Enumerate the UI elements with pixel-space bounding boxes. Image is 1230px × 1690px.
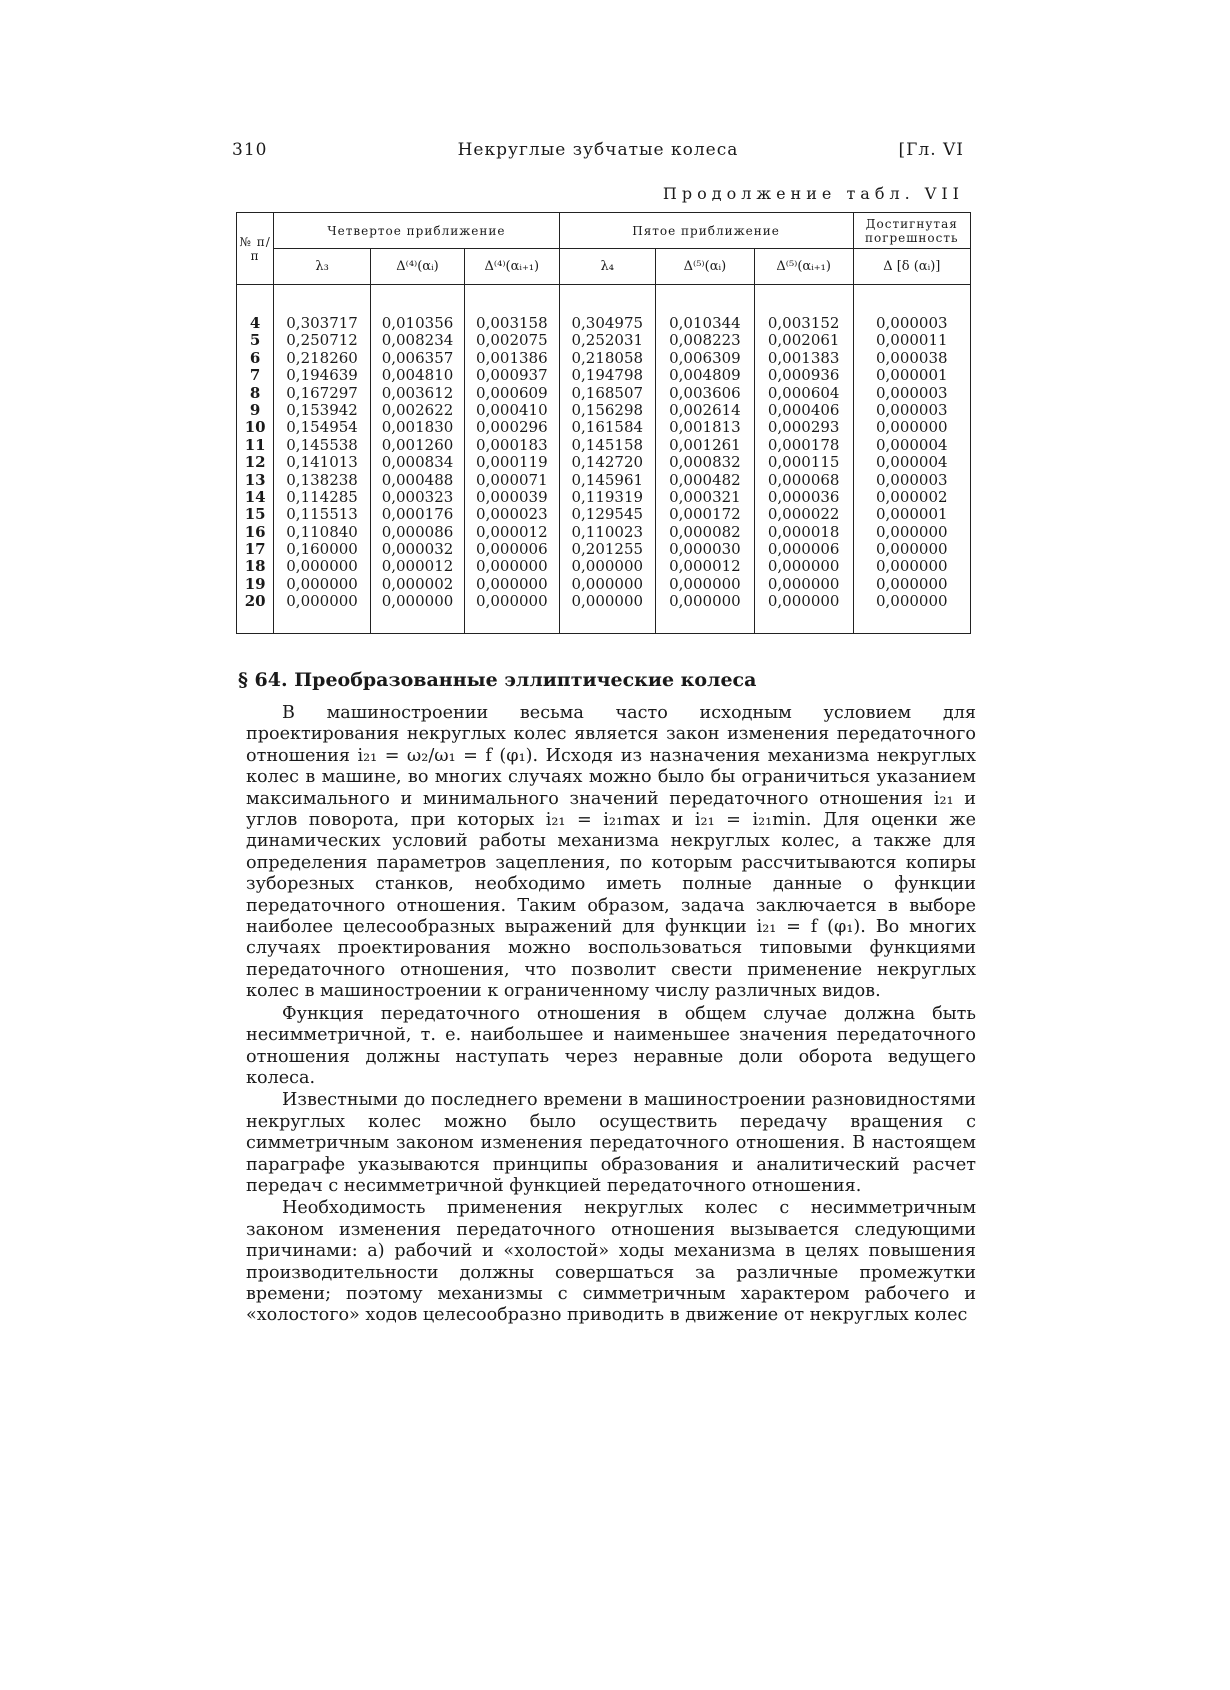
table-cell: 0,000832 — [669, 453, 741, 472]
page-number: 310 — [232, 140, 268, 160]
table-cell: 0,004809 — [669, 366, 741, 385]
table-cell: 20 — [244, 592, 266, 611]
table-cell: 0,006357 — [381, 348, 454, 367]
table-cell: 0,000023 — [476, 505, 548, 524]
column-d5-ai1 — [754, 285, 853, 634]
table-cell: 0,001813 — [669, 418, 741, 437]
column-d4-ai1 — [465, 285, 559, 634]
table-cell: 0,304975 — [571, 314, 644, 332]
table-cell: 0,145158 — [571, 435, 644, 454]
table-cell: 0,145961 — [571, 470, 644, 489]
table-cell: 0,000018 — [767, 522, 840, 541]
table-cell: 0,000000 — [875, 540, 948, 559]
table-cell: 11 — [244, 435, 266, 454]
table-cell: 0,000115 — [767, 453, 840, 472]
table-cell: 0,000004 — [875, 435, 948, 454]
table-cell: 0,000002 — [875, 487, 948, 506]
table-cell: 0,000000 — [571, 557, 644, 576]
table-cell: 0,001830 — [381, 418, 454, 437]
table-cell: 0,250712 — [286, 331, 358, 350]
table-cell: 0,000003 — [875, 470, 948, 489]
table-cell: 15 — [244, 505, 266, 524]
table-cell: 0,194798 — [571, 366, 644, 385]
table-cell: 0,000000 — [875, 592, 948, 611]
table-cell: 0,000003 — [875, 383, 948, 402]
table-cell: 0,138238 — [286, 470, 358, 489]
table-cell: 0,000006 — [767, 540, 840, 559]
table-cell: 0,161584 — [571, 418, 644, 437]
table-cell: 0,001261 — [669, 435, 741, 454]
table-cell: 10 — [244, 418, 266, 437]
table-cell: 0,000000 — [381, 592, 454, 611]
paragraph: Необходимость применения некруглых колес с несимметричным законом изменения передаточного отношения вызывается следующими причинами: а) рабочий и «холостой» ходы механизма в целях повышения производительности должны совершаться за различные промежутки времени; поэтому механизмы с симметричным характером рабочего и «холостого» ходов целесообразно приводить в движение от некруглых колес — [246, 1198, 976, 1326]
table-cell: 9 — [249, 400, 261, 419]
header-d4-ai1: Δ⁽⁴⁾(αᵢ₊₁) — [465, 249, 559, 285]
table-cell: 0,000000 — [286, 557, 358, 576]
table-cell: 0,000321 — [669, 487, 741, 506]
table-cell: 0,000039 — [476, 487, 548, 506]
header-num: № п/п — [237, 213, 274, 285]
table-cell: 0,000038 — [875, 348, 948, 367]
column-lambda4 — [559, 285, 656, 634]
table-cell: 0,000030 — [669, 540, 741, 559]
table-cell: 0,003606 — [669, 383, 741, 402]
table-cell: 0,218260 — [286, 348, 358, 367]
table-cell: 0,252031 — [571, 331, 644, 350]
table-cell: 0,168507 — [571, 383, 644, 402]
table-cell: 12 — [244, 453, 266, 472]
table-cell: 0,000000 — [286, 574, 358, 593]
table-cell: 0,000002 — [381, 574, 454, 593]
table-cell: 0,000936 — [767, 366, 840, 385]
table-cell: 0,000119 — [476, 453, 548, 472]
table-cell: 0,000183 — [476, 435, 548, 454]
table-cell: 0,002614 — [669, 400, 741, 419]
table-cell: 0,000000 — [669, 574, 741, 593]
table-cell: 0,010356 — [381, 314, 454, 332]
table-cell: 0,000000 — [767, 557, 840, 576]
body-text — [246, 703, 976, 1328]
table-cell: 0,000012 — [476, 522, 548, 541]
column-d4-ai — [370, 285, 464, 634]
table-cell: 0,002075 — [476, 331, 548, 350]
column-lambda3 — [274, 285, 371, 634]
header-fourth-approximation: Четвертое приближение — [274, 213, 559, 249]
table-cell: 0,000410 — [476, 400, 548, 419]
table-cell: 0,000172 — [669, 505, 741, 524]
table-cell: 0,000000 — [875, 557, 948, 576]
table-cell: 0,000082 — [669, 522, 741, 541]
table-cell: 0,000000 — [571, 592, 644, 611]
table-cell: 0,000000 — [476, 557, 548, 576]
header-achieved-error: Достигнутая погрешность — [853, 213, 970, 249]
table-cell: 0,002622 — [381, 400, 454, 419]
table-cell: 6 — [249, 348, 261, 367]
table-cell: 0,000000 — [571, 574, 644, 593]
table-cell: 0,000000 — [669, 592, 741, 611]
table-cell: 0,119319 — [571, 487, 644, 506]
table-cell: 0,142720 — [571, 453, 644, 472]
table-cell: 0,000178 — [767, 435, 840, 454]
table-cell: 4 — [249, 314, 261, 332]
table-cell: 0,002061 — [767, 331, 840, 350]
table-cell: 0,001260 — [381, 435, 454, 454]
table-cell: 0,000086 — [381, 522, 454, 541]
column-d5-ai — [656, 285, 755, 634]
table-cell: 0,000293 — [767, 418, 840, 437]
table-cell: 8 — [249, 383, 261, 402]
header-d5-ai1: Δ⁽⁵⁾(αᵢ₊₁) — [754, 249, 853, 285]
header-fifth-approximation: Пятое приближение — [559, 213, 853, 249]
table-cell: 0,000000 — [476, 592, 548, 611]
table-cell: 0,201255 — [571, 540, 644, 559]
table-cell: 0,154954 — [286, 418, 358, 437]
table-cell: 0,145538 — [286, 435, 358, 454]
table-cell: 19 — [244, 574, 266, 593]
table-cell: 0,000068 — [767, 470, 840, 489]
table-cell: 0,000012 — [669, 557, 741, 576]
table-cell: 0,153942 — [286, 400, 358, 419]
table-cell: 17 — [244, 540, 266, 559]
table-cell: 0,115513 — [286, 505, 358, 524]
table-cell: 0,000003 — [875, 400, 948, 419]
table-cell: 5 — [249, 331, 261, 350]
header-d5-ai: Δ⁽⁵⁾(αᵢ) — [656, 249, 755, 285]
paragraph: В машиностроении весьма часто исходным условием для проектирования некруглых колес является закон изменения передаточного отношения i₂₁ = ω₂/ω₁ = f (φ₁). Исходя из назначения механизма некруглых колес в машине, во многих случаях можно было бы ограничиться указанием максимального и минимального значений передаточного отношения i₂₁ и углов поворота, при которых i₂₁ = i₂₁max и i₂₁ = i₂₁min. Для оценки же динамических условий работы механизма некруглых колес, а также для определения параметров зацепления, по которым рассчитываются копиры зуборезных станков, необходимо иметь полные данные о функции передаточного отношения. Таким образом, задача заключается в выборе наиболее целесообразных выражений для функции i₂₁ = f (φ₁). Во многих случаях проектирования можно воспользоваться типовыми функциями передаточного отношения, что позволит свести применение некруглых колес в машиностроении к ограниченному числу различных видов. — [246, 703, 976, 1002]
table-cell: 0,000000 — [767, 574, 840, 593]
running-head — [232, 140, 964, 164]
table-cell: 0,000604 — [767, 383, 840, 402]
table-cell: 0,000296 — [476, 418, 548, 437]
table-cell: 0,000001 — [875, 505, 948, 524]
paragraph: Функция передаточного отношения в общем случае должна быть несимметричной, т. е. наибольшее и наименьшее значения передаточного отношения должны наступать через неравные доли оборота ведущего колеса. — [246, 1003, 976, 1088]
table-cell: 7 — [249, 366, 261, 385]
table-cell: 0,129545 — [571, 505, 644, 524]
table-cell: 0,003612 — [381, 383, 454, 402]
table-cell: 0,008234 — [381, 331, 454, 350]
header-lambda3: λ₃ — [274, 249, 371, 285]
table-cell: 0,000000 — [875, 418, 948, 437]
table-cell: 0,110023 — [571, 522, 644, 541]
table-cell: 0,000011 — [875, 331, 948, 350]
table-cell: 0,003152 — [767, 314, 840, 332]
table-cell: 0,000937 — [476, 366, 548, 385]
table-cell: 0,001383 — [767, 348, 840, 367]
table-cell: 0,218058 — [571, 348, 644, 367]
column-delta — [853, 285, 970, 634]
table-cell: 0,000609 — [476, 383, 548, 402]
table-cell: 0,141013 — [286, 453, 358, 472]
table-cell: 0,000000 — [476, 574, 548, 593]
section-heading: § 64. Преобразованные эллиптические колеса — [238, 669, 757, 691]
table-cell: 0,004810 — [381, 366, 454, 385]
table-cell: 16 — [244, 522, 266, 541]
column-num — [237, 285, 274, 634]
table-cell: 0,160000 — [286, 540, 358, 559]
table-cell: 0,000406 — [767, 400, 840, 419]
table-cell: 0,156298 — [571, 400, 644, 419]
table-cell: 0,000012 — [381, 557, 454, 576]
table-cell: 0,000022 — [767, 505, 840, 524]
table-cell: 0,000000 — [875, 522, 948, 541]
table-cell: 0,000488 — [381, 470, 454, 489]
table-cell: 0,000000 — [767, 592, 840, 611]
table-cell: 0,194639 — [286, 366, 358, 385]
table-cell: 0,167297 — [286, 383, 358, 402]
table-cell: 0,000482 — [669, 470, 741, 489]
table-cell: 0,000834 — [381, 453, 454, 472]
table-cell: 0,001386 — [476, 348, 548, 367]
table-cell: 0,000323 — [381, 487, 454, 506]
table-cell: 0,000004 — [875, 453, 948, 472]
paragraph: Известными до последнего времени в машиностроении разновидностями некруглых колес можно было осуществить передачу вращения с симметричным законом изменения передаточного отношения. В настоящем параграфе указываются принципы образования и аналитический расчет передач с несимметричной функцией передаточного отношения. — [246, 1090, 976, 1196]
table-cell: 0,114285 — [286, 487, 358, 506]
table-cell: 0,000000 — [875, 574, 948, 593]
header-lambda4: λ₄ — [559, 249, 656, 285]
table-cell: 0,303717 — [286, 314, 358, 332]
table-cell: 14 — [244, 487, 266, 506]
table-cell: 0,000006 — [476, 540, 548, 559]
table-cell: 0,000000 — [286, 592, 358, 611]
table-caption: Продолжение табл. VII — [662, 184, 964, 203]
approximation-table — [236, 212, 971, 634]
table-cell: 0,008223 — [669, 331, 741, 350]
header-delta: Δ [δ (αᵢ)] — [853, 249, 970, 285]
header-d4-ai: Δ⁽⁴⁾(αᵢ) — [370, 249, 464, 285]
table-cell: 13 — [244, 470, 266, 489]
table-cell: 0,003158 — [476, 314, 548, 332]
table-cell: 0,000036 — [767, 487, 840, 506]
table-cell: 0,000001 — [875, 366, 948, 385]
table-cell: 18 — [244, 557, 266, 576]
table-cell: 0,000071 — [476, 470, 548, 489]
table-cell: 0,000032 — [381, 540, 454, 559]
table-cell: 0,000003 — [875, 314, 948, 332]
chapter-reference: [Гл. VI — [898, 140, 964, 160]
table-cell: 0,010344 — [669, 314, 741, 332]
table-cell: 0,000176 — [381, 505, 454, 524]
table-cell: 0,006309 — [669, 348, 741, 367]
chapter-title: Некруглые зубчатые колеса — [457, 140, 739, 160]
table-cell: 0,110840 — [286, 522, 358, 541]
